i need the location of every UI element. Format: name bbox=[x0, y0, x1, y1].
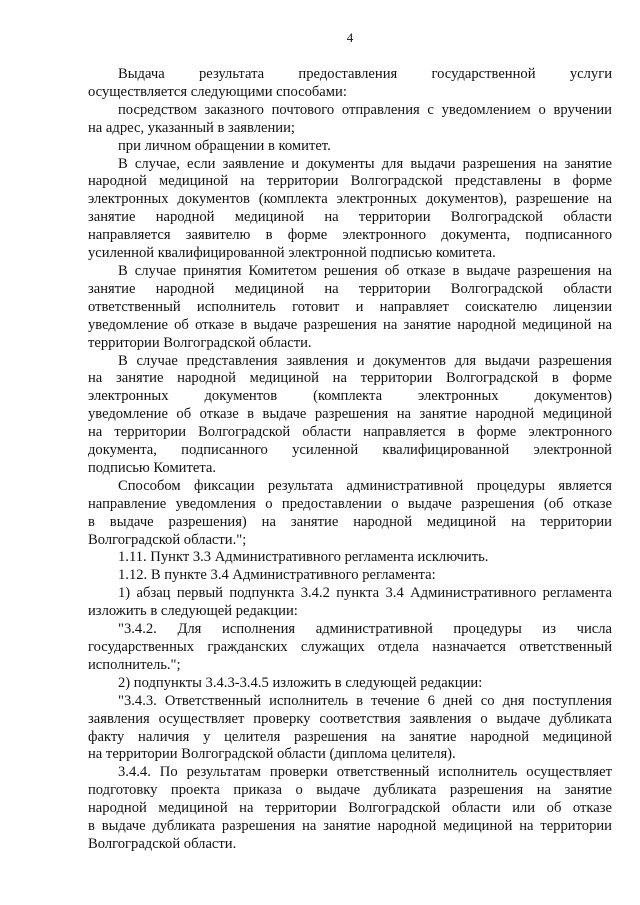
text-line: заявления осуществляет проверку соответствия заявления о выдаче дубликата bbox=[88, 710, 612, 727]
text-line: в выдаче разрешения) на занятие народной медициной на территории bbox=[88, 513, 612, 530]
text-line: Выдача результата предоставления государственной услуги bbox=[118, 66, 612, 82]
text-line: 1.11. Пункт 3.3 Административного регламента исключить. bbox=[118, 549, 489, 566]
text-line: В случае, если заявление и документы для выдачи разрешения на занятие bbox=[118, 155, 612, 172]
text-line: электронных документов (комплекта электронных документов) bbox=[88, 388, 612, 405]
text-line: на территории Волгоградской области (диплома целителя). bbox=[88, 746, 456, 763]
text-line: государственных гражданских служащих отдела назначается ответственный bbox=[88, 639, 612, 655]
text-line: Волгоградской области."; bbox=[88, 531, 247, 548]
text-line: В случае принятия Комитетом решения об отказе в выдаче разрешения на bbox=[118, 262, 612, 279]
text-line: электронных документов (комплекта электронных документов), разрешение на bbox=[88, 191, 612, 208]
text-line: Волгоградской области. bbox=[88, 835, 237, 852]
text-line: направление уведомления о предоставлении о выдаче разрешения (об отказе bbox=[88, 495, 612, 512]
text-line: территории Волгоградской области. bbox=[88, 334, 312, 351]
text-line: изложить в следующей редакции: bbox=[88, 603, 298, 620]
text-line: на занятие народной медициной на территории Волгоградской в форме bbox=[88, 370, 612, 387]
text-line: Способом фиксации результата административной процедуры является bbox=[118, 477, 612, 494]
text-line: ответственный исполнитель готовит и направляет соискателю лицензии bbox=[88, 298, 612, 315]
text-line: "3.4.2. Для исполнения административной процедуры из числа bbox=[118, 621, 612, 638]
text-line: на адрес, указанный в заявлении; bbox=[88, 119, 295, 136]
text-line: при личном обращении в комитет. bbox=[118, 137, 331, 154]
text-line: народной медициной на территории Волгоградской области или об отказе bbox=[88, 800, 612, 817]
page-number: 4 bbox=[346, 30, 354, 45]
text-line: факту наличия у целителя разрешения на занятие народной медициной bbox=[88, 728, 612, 745]
text-line: занятие народной медициной на территории Волгоградской области bbox=[88, 209, 612, 226]
text-line: направляется заявителю в форме электронного документа, подписанного bbox=[88, 227, 612, 244]
text-line: "3.4.3. Ответственный исполнитель в течение 6 дней со дня поступления bbox=[118, 692, 612, 709]
text-line: 2) подпункты 3.4.3-3.4.5 изложить в следующей редакции: bbox=[118, 674, 483, 691]
text-line: 3.4.4. По результатам проверки ответственный исполнитель осуществляет bbox=[118, 764, 612, 781]
text-line: 1.12. В пункте 3.4 Административного регламента: bbox=[118, 567, 436, 584]
document-body bbox=[88, 66, 612, 854]
text-line: В случае представления заявления и документов для выдачи разрешения bbox=[118, 352, 612, 369]
text-line: на территории Волгоградской области направляется в форме электронного bbox=[88, 424, 612, 441]
text-line: уведомление об отказе в выдаче разрешения на занятие народной медициной bbox=[88, 406, 612, 423]
text-line: документа, подписанного усиленной квалифицированной электронной bbox=[88, 442, 612, 459]
text-line: исполнитель."; bbox=[88, 656, 181, 673]
text-line: усиленной квалифицированной электронной подписью комитета. bbox=[88, 245, 496, 262]
text-line: народной медициной на территории Волгоградской представлены в форме bbox=[88, 173, 612, 190]
text-line: в выдаче дубликата разрешения на занятие народной медициной на территории bbox=[88, 818, 612, 835]
text-line: уведомление об отказе в выдаче разрешения на занятие народной медициной на bbox=[88, 316, 612, 333]
text-line: занятие народной медициной на территории Волгоградской области bbox=[88, 280, 612, 297]
text-line: подписью Комитета. bbox=[88, 459, 217, 476]
text-line: 1) абзац первый подпункта 3.4.2 пункта 3.4 Административного регламента bbox=[118, 585, 612, 602]
text-line: посредством заказного почтового отправления с уведомлением о вручении bbox=[118, 101, 612, 118]
text-line: подготовку проекта приказа о выдаче дубликата разрешения на занятие bbox=[88, 782, 612, 799]
text-line: осуществляется следующими способами: bbox=[88, 83, 347, 100]
